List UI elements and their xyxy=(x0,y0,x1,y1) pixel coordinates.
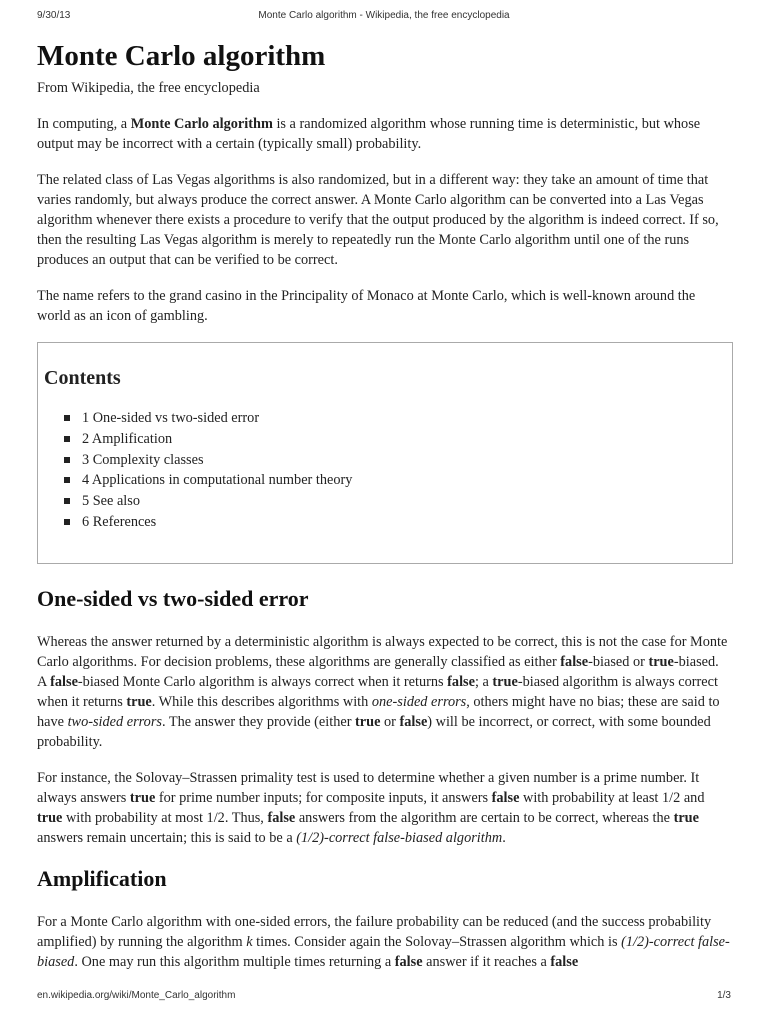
bold-term: true xyxy=(355,714,381,730)
toc-item-label[interactable]: 4 Applications in computational number theory xyxy=(82,472,353,489)
intro-paragraph-3: The name refers to the grand casino in the Principality of Monaco at Monte Carlo, which is well-known around the world as an icon of gambling. xyxy=(37,288,696,324)
section-heading-amplification: Amplification xyxy=(37,866,167,891)
intro-paragraph-2: The related class of Las Vegas algorithms is also randomized, but in a different way: they take an amount of time that varies randomly, but always produce the correct answer. A Monte Carlo algorithm can be converted into a Las Vegas algorithm whenever there exists a procedure to verify that the output produced by the algorithm is indeed correct. If so, then the resulting Las Vegas algorithm is merely to repeatedly run the Monte Carlo algorithm until one of the runs produces an output that can be verified to be correct. xyxy=(37,172,719,268)
bullet-icon xyxy=(64,415,70,421)
page-url[interactable]: en.wikipedia.org/wiki/Monte_Carlo_algorithm xyxy=(37,990,236,1001)
bullet-icon xyxy=(64,457,70,463)
bold-term: false xyxy=(50,674,78,690)
text-run: Whereas the answer returned by a deterministic algorithm is always expected to be correct, this is not the case for Monte Carlo algorithms. For decision problems, these algorithms are generally classified as either xyxy=(37,634,728,670)
bullet-icon xyxy=(64,436,70,442)
text-run: . The answer they provide (either xyxy=(161,714,356,730)
print-date: 9/30/13 xyxy=(37,10,71,21)
page-number: 1/3 xyxy=(717,990,731,1001)
toc-item-label[interactable]: 3 Complexity classes xyxy=(82,451,204,468)
text-run: answers from the algorithm are certain to be correct, whereas the xyxy=(295,810,674,826)
amplification-paragraph-1 xyxy=(37,912,731,972)
text-run: with probability at most 1/2. Thus, xyxy=(62,810,268,826)
print-header xyxy=(37,10,731,24)
one-sided-paragraph-1 xyxy=(37,632,731,752)
text-run: For a Monte Carlo algorithm with one-sided errors, the failure probability can be reduced (and the success probability amplified) by running the algorithm xyxy=(37,914,712,950)
bold-term: false xyxy=(394,954,423,970)
text-run: , others might have no bias; these are said to have xyxy=(37,694,720,730)
toc-item-label[interactable]: 2 Amplification xyxy=(82,430,173,447)
print-page-title: Monte Carlo algorithm - Wikipedia, the free encyclopedia xyxy=(258,10,510,21)
text-run: answer if it reaches a xyxy=(422,954,551,970)
text-run: ) will be incorrect, or correct, with some bounded probability. xyxy=(37,714,711,750)
text-run: for prime number inputs; for composite inputs, it answers xyxy=(155,790,492,806)
text-run: -biased algorithm is always correct when it returns xyxy=(37,674,718,710)
text-run: times. Consider again the Solovay–Strassen algorithm which is xyxy=(252,934,622,950)
toc-item[interactable] xyxy=(62,429,724,450)
bold-term: false xyxy=(491,790,520,806)
bold-term: true xyxy=(37,810,63,826)
section-heading-one-sided: One-sided vs two-sided error xyxy=(37,586,309,611)
italic-term: (1/2)-correct false-biased algorithm xyxy=(296,830,503,846)
bullet-icon xyxy=(64,477,70,483)
bold-term: false xyxy=(399,714,428,730)
bold-term: false xyxy=(267,810,296,826)
toc-list xyxy=(44,408,724,533)
bold-term: Monte Carlo algorithm xyxy=(130,116,273,132)
toc-title: Contents xyxy=(44,367,121,389)
italic-term: two-sided errors xyxy=(67,714,162,730)
text-run: . While this describes algorithms with xyxy=(151,694,372,710)
text-run: -biased. A xyxy=(37,654,719,690)
bullet-icon xyxy=(64,519,70,525)
bold-term: true xyxy=(129,790,156,806)
toc-item[interactable] xyxy=(62,408,724,429)
one-sided-paragraph-2 xyxy=(37,768,731,848)
toc-item[interactable] xyxy=(62,491,724,512)
italic-term: (1/2)-correct false-biased xyxy=(37,934,730,970)
text-run: . xyxy=(502,830,506,846)
toc-item-label[interactable]: 5 See also xyxy=(82,493,140,510)
article-tagline: From Wikipedia, the free encyclopedia xyxy=(37,80,260,96)
toc-item-label[interactable]: 1 One-sided vs two-sided error xyxy=(82,410,260,426)
article-content xyxy=(37,36,731,988)
bullet-icon xyxy=(64,498,70,504)
text-run: . One may run this algorithm multiple times returning a xyxy=(74,954,395,970)
text-run: or xyxy=(380,714,400,730)
text-run: answers remain uncertain; this is said to be a xyxy=(37,830,297,846)
toc-item[interactable] xyxy=(62,512,724,533)
text-run: In computing, a xyxy=(37,116,131,132)
article-title: Monte Carlo algorithm xyxy=(37,40,326,72)
text-run: -biased Monte Carlo algorithm is always correct when it returns xyxy=(77,674,448,690)
bold-term: false xyxy=(447,674,475,690)
bold-term: false xyxy=(550,954,579,970)
text-run: For instance, the Solovay–Strassen primality test is used to determine whether a given number is a prime number. It always answers xyxy=(37,770,700,806)
print-footer xyxy=(37,990,731,1002)
text-run: ; a xyxy=(474,674,493,690)
bold-term: true xyxy=(673,810,699,826)
table-of-contents xyxy=(37,342,733,564)
text-run: with probability at least 1/2 and xyxy=(519,790,705,806)
text-run: is a randomized algorithm whose running time is deterministic, but whose output may be incorrect with a certain (typically small) probability. xyxy=(37,116,701,152)
text-run: -biased or xyxy=(588,654,649,670)
toc-item[interactable] xyxy=(62,470,724,491)
bold-term: true xyxy=(126,694,152,710)
bold-term: true xyxy=(648,654,674,670)
intro-paragraph-1 xyxy=(37,114,731,154)
toc-item-label[interactable]: 6 References xyxy=(82,513,157,530)
italic-term: one-sided errors xyxy=(371,694,467,710)
italic-term: k xyxy=(246,934,253,950)
bold-term: true xyxy=(492,674,518,690)
toc-item[interactable] xyxy=(62,450,724,471)
bold-term: false xyxy=(560,654,589,670)
